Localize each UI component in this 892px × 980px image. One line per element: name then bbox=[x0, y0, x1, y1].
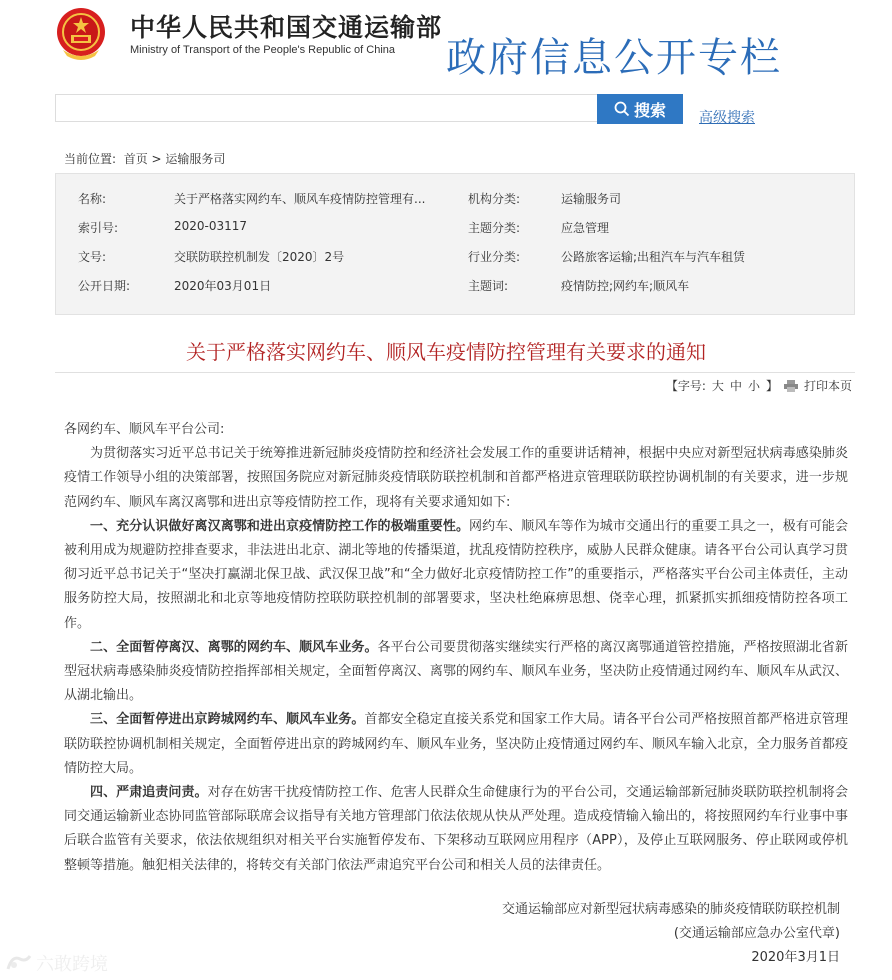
meta-key: 行业分类: bbox=[468, 250, 521, 264]
breadcrumb bbox=[64, 150, 225, 167]
meta-key: 公开日期: bbox=[78, 279, 131, 293]
printer-icon[interactable] bbox=[784, 380, 798, 392]
watermark-text: 六敢跨境 bbox=[36, 954, 108, 975]
meta-key: 名称: bbox=[78, 192, 107, 206]
section-heading: 二、全面暂停离汉、离鄂的网约车、顺风车业务。 bbox=[90, 639, 378, 655]
ministry-name-cn: 中华人民共和国交通运输部 bbox=[130, 13, 443, 42]
section-paragraph bbox=[64, 708, 848, 781]
font-size-small-button[interactable]: 小 bbox=[747, 379, 760, 393]
signature-seal-note: (交通运输部应急办公室代章) bbox=[673, 926, 840, 941]
meta-value: 公路旅客运输;出租汽车与汽车租赁 bbox=[561, 250, 746, 264]
font-size-large-button[interactable]: 大 bbox=[711, 379, 724, 393]
breadcrumb-separator: > bbox=[151, 152, 162, 166]
signature-issuer: 交通运输部应对新型冠状病毒感染的肺炎疫情联防联控机制 bbox=[501, 902, 840, 917]
meta-value: 交联防联控机制发〔2020〕2号 bbox=[174, 250, 345, 264]
print-page-button[interactable]: 打印本页 bbox=[803, 379, 852, 393]
meta-key: 主题词: bbox=[468, 279, 509, 293]
font-size-label: 【字号: bbox=[665, 379, 706, 393]
title-divider bbox=[55, 372, 855, 373]
meta-key: 机构分类: bbox=[468, 192, 521, 206]
meta-value: 疫情防控;网约车;顺风车 bbox=[561, 279, 690, 293]
breadcrumb-prefix: 当前位置: bbox=[64, 152, 117, 166]
ministry-name-en: Ministry of Transport of the People's Republic of China bbox=[130, 44, 396, 56]
meta-value: 运输服务司 bbox=[561, 192, 622, 206]
article-body bbox=[64, 418, 848, 878]
breadcrumb-current-link[interactable]: 运输服务司 bbox=[165, 152, 226, 166]
meta-value: 关于严格落实网约车、顺风车疫情防控管理有... bbox=[174, 192, 426, 206]
metadata-row bbox=[56, 269, 854, 297]
meta-key: 索引号: bbox=[78, 221, 119, 235]
metadata-row bbox=[56, 182, 854, 210]
meta-key: 文号: bbox=[78, 250, 107, 264]
section-heading: 一、充分认识做好离汉离鄂和进出京疫情防控工作的极端重要性。 bbox=[90, 518, 470, 534]
section-text: 首都安全稳定直接关系党和国家工作大局。请各平台公司严格按照首都严格进京管理联防联控协调机制相关规定，全面暂停进出京的跨城网约车、顺风车业务，坚决防止疫情通过网约车、顺风车输入北京，全力服务首都疫情防控大局。 bbox=[64, 712, 848, 776]
meta-value: 2020年03月01日 bbox=[174, 279, 272, 293]
meta-key: 主题分类: bbox=[468, 221, 521, 235]
section-heading: 四、严肃追责问责。 bbox=[90, 785, 208, 801]
advanced-search-link[interactable]: 高级搜索 bbox=[699, 110, 755, 126]
search-button[interactable] bbox=[597, 94, 683, 124]
salutation: 各网约车、顺风车平台公司: bbox=[64, 422, 225, 437]
search-icon bbox=[614, 101, 630, 117]
section-text: 对存在妨害干扰疫情防控工作、危害人民群众生命健康行为的平台公司，交通运输部新冠肺炎联防联控机制将会同交通运输新业态协同监管部际联席会议指导有关地方管理部门依法依规从快从严处理。造成疫情输入输出的，将按照网约车行业事中事后联合监管有关要求，依法依规组织对相关平台实施暂停发布、下架移动互联网应用程序（APP），及停止互联网服务、停止联网或停机整顿等措施。触犯相关法律的，将转交有关部门依法严肃追究平台公司和相关人员的法律责任。 bbox=[64, 785, 848, 873]
font-size-close: 】 bbox=[765, 379, 778, 393]
section-paragraph bbox=[64, 781, 848, 878]
column-title: 政府信息公开专栏 bbox=[446, 35, 782, 81]
metadata-panel bbox=[55, 173, 855, 315]
section-paragraph bbox=[64, 636, 848, 709]
metadata-row bbox=[56, 211, 854, 239]
font-size-medium-button[interactable]: 中 bbox=[729, 379, 742, 393]
section-paragraph bbox=[64, 515, 848, 636]
article-title: 关于严格落实网约车、顺风车疫情防控管理有关要求的通知 bbox=[186, 340, 706, 364]
signature-date: 2020年3月1日 bbox=[751, 950, 840, 965]
section-text: 各平台公司要贯彻落实继续实行严格的离汉离鄂通道管控措施，严格按照湖北省新型冠状病毒感染肺炎疫情防控指挥部相关规定，全面暂停离汉、离鄂的网约车、顺风车业务，坚决防止疫情通过网约车、顺风车从武汉、从湖北输出。 bbox=[64, 639, 848, 704]
section-heading: 三、全面暂停进出京跨城网约车、顺风车业务。 bbox=[90, 712, 365, 728]
watermark bbox=[6, 950, 108, 976]
section-text: 网约车、顺风车等作为城市交通出行的重要工具之一，极有可能会被利用成为规避防控排查要求，非法进出北京、湖北等地的传播渠道，扰乱疫情防控秩序，威胁人民群众健康。请各平台公司认真学习贯彻习近平总书记关于“坚决打赢湖北保卫战、武汉保卫战”和“全力做好北京疫情防控工作”的重要指示，严格落实平台公司主体责任，主动服务防控大局，按照湖北和北京等地疫情防控联防联控机制的部署要求，坚决杜绝麻痹思想、侥幸心理，抓紧抓实抓细疫情防控各项工作。 bbox=[64, 518, 848, 631]
breadcrumb-home-link[interactable]: 首页 bbox=[123, 152, 148, 166]
search-button-label: 搜索 bbox=[633, 102, 666, 120]
intro-paragraph: 为贯彻落实习近平总书记关于统筹推进新冠肺炎疫情防控和经济社会发展工作的重要讲话精神，根据中央应对新型冠状病毒感染肺炎疫情工作领导小组的决策部署，按照国务院应对新冠肺炎疫情联防联控机制和首都严格进京管理联防联控协调机制的有关要求，进一步规范网约车、顺风车离汉离鄂和进出京等疫情防控工作，现将有关要求通知如下: bbox=[64, 446, 848, 510]
meta-value: 2020-03117 bbox=[174, 219, 248, 233]
meta-value: 应急管理 bbox=[561, 221, 610, 235]
metadata-row bbox=[56, 240, 854, 268]
search-input[interactable] bbox=[55, 94, 597, 122]
brand-logo-icon bbox=[6, 953, 32, 973]
national-emblem-icon bbox=[55, 6, 107, 62]
article-toolbar bbox=[666, 377, 852, 394]
